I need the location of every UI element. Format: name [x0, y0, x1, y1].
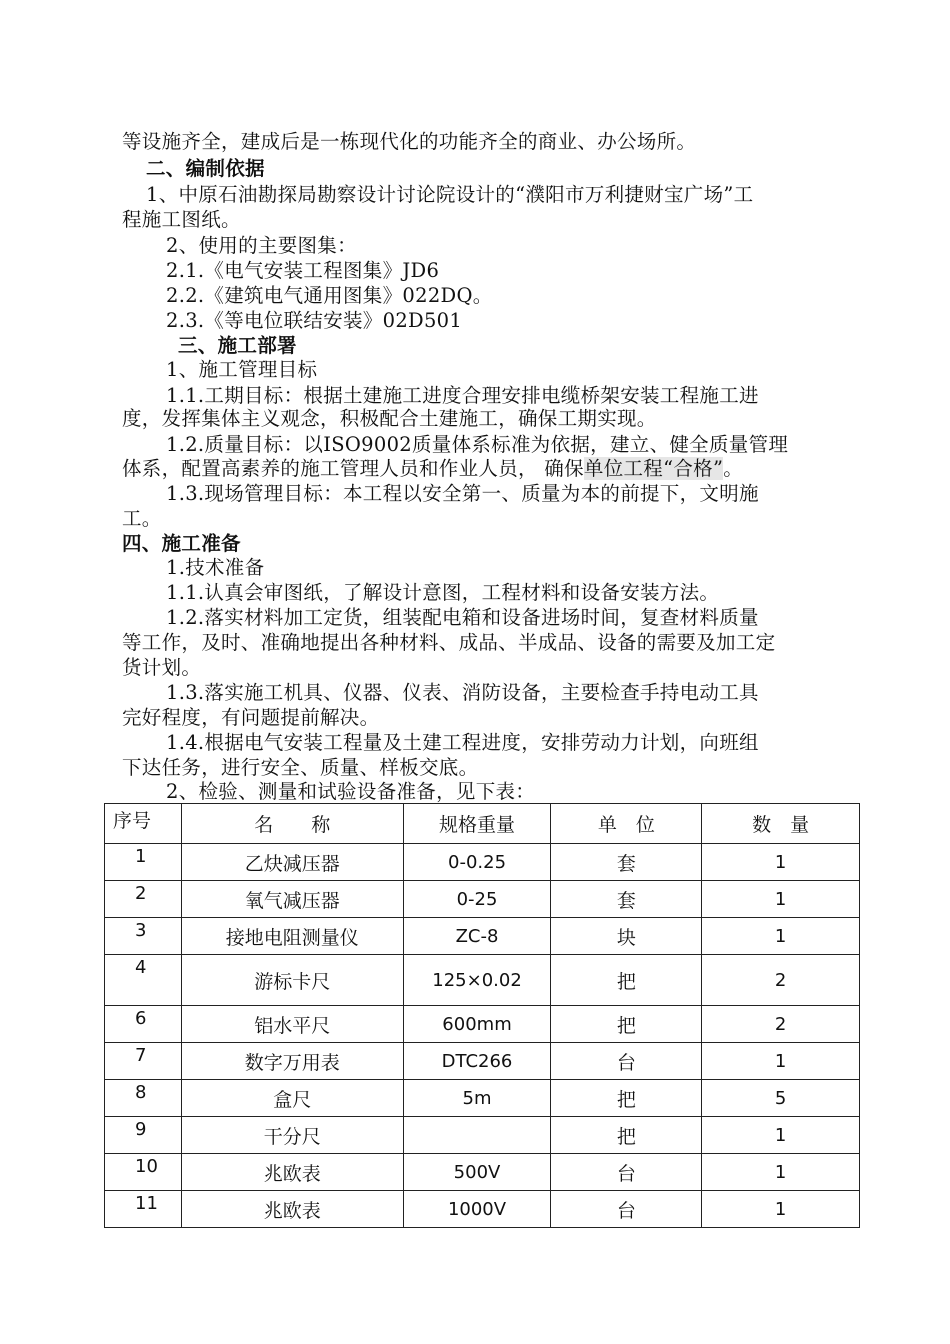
cell-unit: 块	[551, 918, 702, 955]
cell-serial: 6	[105, 1006, 182, 1043]
quality-goal-line-2	[122, 456, 862, 482]
cell-quantity: 2	[702, 955, 860, 1006]
cell-serial: 8	[105, 1080, 182, 1117]
cell-spec: 500V	[403, 1154, 551, 1191]
cell-quantity: 1	[702, 881, 860, 918]
tech-prep-item-4-line-2: 下达任务，进行安全、质量、样板交底。	[122, 756, 479, 779]
cell-unit: 把	[551, 1006, 702, 1043]
header-quantity: 数 量	[702, 804, 860, 844]
management-goals-heading: 1、施工管理目标	[166, 358, 318, 381]
quality-goal-line-1: 1.2.质量目标：以ISO9002质量体系标准为依据，建立、健全质量管理	[166, 433, 789, 456]
intro-line: 等设施齐全，建成后是一栋现代化的功能齐全的商业、办公场所。	[122, 130, 697, 153]
cell-serial: 3	[105, 918, 182, 955]
cell-unit: 台	[551, 1043, 702, 1080]
atlas-item: 2.2.《建筑电气通用图集》022DQ。	[166, 284, 493, 307]
tech-prep-item-2-line-3: 货计划。	[122, 656, 202, 679]
table-row	[105, 1080, 860, 1117]
cell-serial: 10	[105, 1154, 182, 1191]
cell-name: 兆欧表	[181, 1154, 403, 1191]
header-spec: 规格重量	[403, 804, 551, 844]
cell-spec	[403, 1117, 551, 1154]
cell-quantity: 1	[702, 844, 860, 881]
cell-name: 兆欧表	[181, 1191, 403, 1228]
table-row	[105, 1043, 860, 1080]
cell-spec: DTC266	[403, 1043, 551, 1080]
cell-serial: 9	[105, 1117, 182, 1154]
cell-name: 游标卡尺	[181, 955, 403, 1006]
table-row	[105, 1006, 860, 1043]
cell-spec: 125×0.02	[403, 955, 551, 1006]
equipment-table	[104, 803, 860, 1228]
cell-unit: 台	[551, 1191, 702, 1228]
section-2-heading: 二、编制依据	[146, 157, 265, 180]
cell-quantity: 1	[702, 1043, 860, 1080]
tech-prep-item-3-line-2: 完好程度，有问题提前解决。	[122, 706, 380, 729]
quality-goal-text: 体系，配置高素养的施工管理人员和作业人员， 确保	[122, 457, 584, 480]
cell-quantity: 1	[702, 1117, 860, 1154]
site-goal-line-1: 1.3.现场管理目标：本工程以安全第一、质量为本的前提下，文明施	[166, 482, 759, 505]
cell-spec: 5m	[403, 1080, 551, 1117]
atlas-item: 2.3.《等电位联结安装》02D501	[166, 309, 463, 332]
equipment-prep-heading: 2、检验、测量和试验设备准备，见下表：	[166, 780, 536, 803]
cell-unit: 套	[551, 881, 702, 918]
tech-prep-item-2-line-1: 1.2.落实材料加工定货，组装配电箱和设备进场时间，复查材料质量	[166, 606, 759, 629]
cell-name: 接地电阻测量仪	[181, 918, 403, 955]
table-row	[105, 844, 860, 881]
section-4-heading: 四、施工准备	[122, 532, 241, 555]
cell-spec: 1000V	[403, 1191, 551, 1228]
highlighted-text: 单位工程“合格”	[583, 457, 724, 480]
cell-serial: 4	[105, 955, 182, 1006]
schedule-goal-line-1: 1.1.工期目标：根据土建施工进度合理安排电缆桥架安装工程施工进	[166, 384, 759, 407]
basis-1-line-1: 1、中原石油勘探局勘察设计讨论院设计的“濮阳市万利捷财宝广场”工	[146, 183, 754, 206]
table-row	[105, 881, 860, 918]
cell-serial: 2	[105, 881, 182, 918]
tech-prep-item-2-line-2: 等工作，及时、准确地提出各种材料、成品、半成品、设备的需要及加工定	[122, 631, 776, 654]
basis-2: 2、使用的主要图集：	[166, 234, 357, 257]
tech-prep-heading: 1.技术准备	[166, 556, 265, 579]
cell-name: 氧气减压器	[181, 881, 403, 918]
table-row	[105, 1154, 860, 1191]
cell-quantity: 1	[702, 918, 860, 955]
quality-goal-end: 。	[723, 457, 744, 480]
cell-quantity: 2	[702, 1006, 860, 1043]
site-goal-line-2: 工。	[122, 507, 162, 530]
basis-1-line-2: 程施工图纸。	[122, 208, 241, 231]
cell-spec: 0-25	[403, 881, 551, 918]
table-header-row	[105, 804, 860, 844]
header-unit: 单 位	[551, 804, 702, 844]
cell-unit: 把	[551, 1117, 702, 1154]
table-row	[105, 955, 860, 1006]
cell-unit: 把	[551, 1080, 702, 1117]
table-row	[105, 918, 860, 955]
cell-unit: 套	[551, 844, 702, 881]
tech-prep-item-4-line-1: 1.4.根据电气安装工程量及土建工程进度，安排劳动力计划，向班组	[166, 731, 759, 754]
cell-unit: 台	[551, 1154, 702, 1191]
header-serial: 序号	[105, 804, 182, 844]
cell-name: 数字万用表	[181, 1043, 403, 1080]
cell-unit: 把	[551, 955, 702, 1006]
cell-serial: 1	[105, 844, 182, 881]
table-row	[105, 1191, 860, 1228]
cell-spec: ZC-8	[403, 918, 551, 955]
cell-quantity: 1	[702, 1154, 860, 1191]
cell-quantity: 5	[702, 1080, 860, 1117]
cell-spec: 600mm	[403, 1006, 551, 1043]
atlas-item: 2.1.《电气安装工程图集》JD6	[166, 259, 440, 282]
cell-serial: 7	[105, 1043, 182, 1080]
table-row	[105, 1117, 860, 1154]
section-3-heading: 三、施工部署	[178, 334, 297, 357]
cell-name: 乙炔减压器	[181, 844, 403, 881]
schedule-goal-line-2: 度，发挥集体主义观念，积极配合土建施工，确保工期实现。	[122, 407, 657, 430]
cell-name: 干分尺	[181, 1117, 403, 1154]
cell-spec: 0-0.25	[403, 844, 551, 881]
cell-serial: 11	[105, 1191, 182, 1228]
cell-name: 盒尺	[181, 1080, 403, 1117]
tech-prep-item-3-line-1: 1.3.落实施工机具、仪器、仪表、消防设备，主要检查手持电动工具	[166, 681, 759, 704]
header-name: 名 称	[181, 804, 403, 844]
tech-prep-item-1: 1.1.认真会审图纸，了解设计意图，工程材料和设备安装方法。	[166, 581, 720, 604]
cell-quantity: 1	[702, 1191, 860, 1228]
cell-name: 铝水平尺	[181, 1006, 403, 1043]
